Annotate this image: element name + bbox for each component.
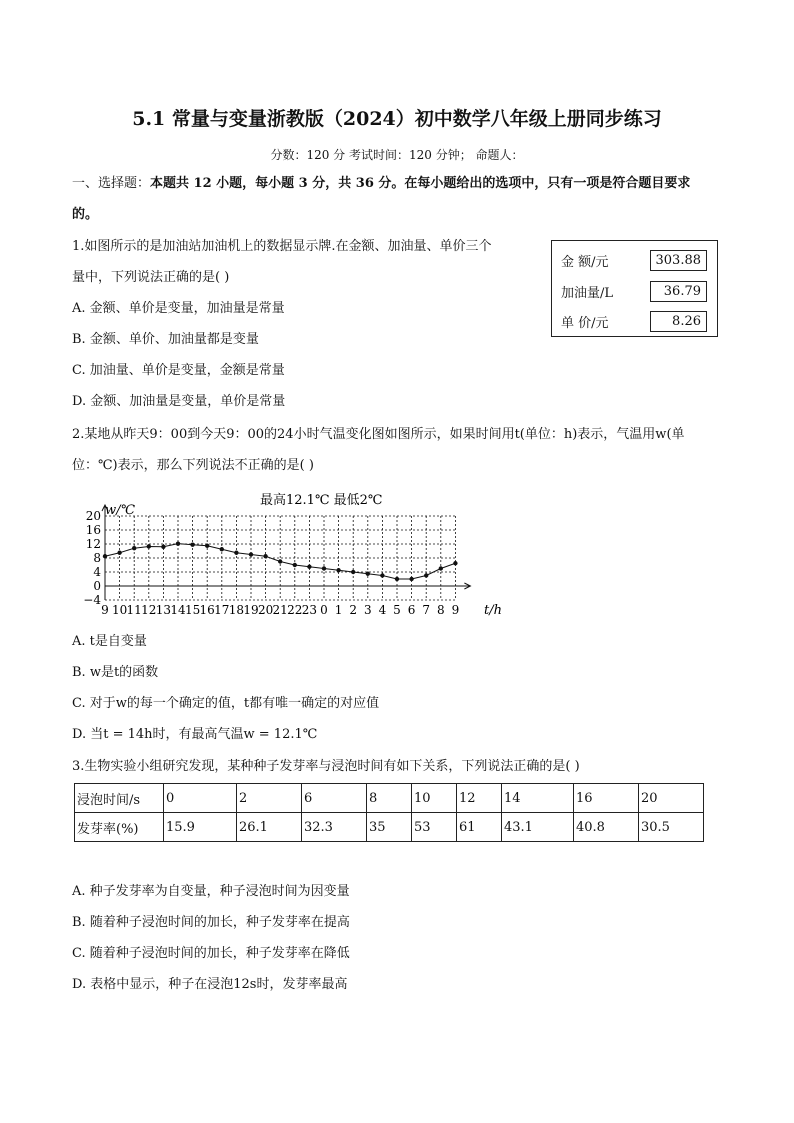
volume-label: 加油量/L [561,286,614,301]
q1-stem-line1: 1.如图所示的是加油站加油机上的数据显示牌.在金额、加油量、单价三个 [72,239,492,254]
amount-label: 金 额/元 [561,255,609,270]
q3-option-a: A. 种子发芽率为自变量，种子浸泡时间为因变量 [72,884,350,899]
data-point [147,544,151,548]
table-cell: 16 [574,784,639,813]
data-point [351,570,355,574]
table-cell: 14 [502,784,574,813]
x-tick-label: 15 [184,603,201,617]
table-cell: 30.5 [639,813,704,842]
x-tick-labels [101,603,459,617]
data-point [322,566,326,570]
q3-option-c: C. 随着种子浸泡时间的加长，种子发芽率在降低 [72,946,350,961]
x-tick-label: 4 [378,603,387,617]
x-tick-label: 11 [126,603,142,617]
amount-value: 303.88 [650,250,707,271]
data-point [293,563,297,567]
data-point [409,577,413,581]
q1-option-a: A. 金额、单价是变量，加油量是常量 [72,301,285,316]
data-point [395,577,399,581]
q2-stem-line2: 位：℃)表示，那么下列说法不正确的是( ) [72,458,314,473]
section-instruction [72,174,690,194]
data-point [366,572,370,576]
exam-meta: 分数：120 分 考试时间：120 分钟； 命题人： [270,148,524,162]
data-point [263,554,267,558]
q1-option-d: D. 金额、加油量是变量，单价是常量 [72,394,286,409]
q1-stem-line2: 量中，下列说法正确的是( ) [72,270,230,285]
y-tick-label: 8 [93,551,101,565]
q3-option-d: D. 表格中显示，种子在浸泡12s时，发芽率最高 [72,977,348,992]
y-axis-label: w/℃ [105,503,136,518]
table-cell: 2 [237,784,302,813]
data-point [103,554,107,558]
section-text: 本题共 12 小题，每小题 3 分，共 36 分。在每小题给出的选项中，只有一项是符合题目要求 [150,176,691,191]
table-cell: 6 [302,784,367,813]
chart-title: 最高12.1℃ 最低2℃ [260,493,383,508]
data-point [380,573,384,577]
table-cell: 35 [367,813,412,842]
temperature-points [103,541,458,581]
x-tick-label: 0 [320,603,328,617]
section-prefix: 一、选择题： [72,176,151,191]
table-cell: 0 [164,784,237,813]
q2-option-a: A. t是自变量 [72,634,147,649]
table-cell: 40.8 [574,813,639,842]
y-tick-labels [83,509,101,607]
table-cell: 32.3 [302,813,367,842]
chart-axes [102,505,470,600]
data-point [453,561,457,565]
x-tick-label: 21 [272,603,288,617]
table-header-germination-rate: 发芽率(%) [75,813,164,842]
x-tick-label: 22 [287,603,303,617]
table-cell: 12 [457,784,502,813]
y-tick-label: 20 [85,509,101,523]
data-point [307,565,311,569]
data-point [205,544,209,548]
data-point [117,551,121,555]
unit-price-label: 单 价/元 [561,316,609,331]
q2-option-b: B. w是t的函数 [72,665,159,680]
x-tick-label: 5 [393,603,401,617]
x-tick-label: 8 [436,603,445,617]
x-tick-label: 18 [228,603,245,617]
x-tick-label: 23 [301,603,318,617]
x-tick-label: 7 [422,603,431,617]
y-tick-label: 16 [85,523,101,537]
y-tick-label: 12 [85,537,101,551]
x-tick-label: 3 [363,603,372,617]
q2-stem-line1: 2.某地从昨天9：00到今天9：00的24小时气温变化图如图所示，如果时间用t(单位：h)表示，气温用w(单 [72,427,685,442]
q2-option-c: C. 对于w的每一个确定的值，t都有唯一确定的对应值 [72,696,380,711]
table-cell: 43.1 [502,813,574,842]
table-cell: 26.1 [237,813,302,842]
x-tick-label: 9 [101,603,109,617]
x-tick-label: 19 [243,603,259,617]
data-point [249,552,253,556]
table-cell: 10 [412,784,457,813]
table-cell: 15.9 [164,813,237,842]
x-tick-label: 10 [111,603,128,617]
unit-price-value: 8.26 [650,311,707,332]
q2-option-d: D. 当t = 14h时，有最高气温w = 12.1℃ [72,727,318,742]
x-tick-label: 2 [349,603,358,617]
x-tick-label: 1 [334,603,343,617]
x-tick-label: 20 [257,603,274,617]
page-title: 5.1 常量与变量浙教版（2024）初中数学八年级上册同步练习 [132,108,662,130]
table-cell: 20 [639,784,704,813]
seed-data-table [74,783,704,842]
y-tick-label: 0 [93,579,101,593]
data-point [132,546,136,550]
x-tick-label: 16 [199,603,215,617]
data-point [234,551,238,555]
temperature-chart [70,488,510,618]
q1-option-b: B. 金额、单价、加油量都是变量 [72,332,259,347]
data-point [176,541,180,545]
data-point [439,566,443,570]
q3-stem: 3.生物实验小组研究发现，某种种子发芽率与浸泡时间有如下关系，下列说法正确的是( ) [72,759,580,774]
section-text-end: 的。 [72,207,99,222]
table-row [75,784,704,813]
volume-value: 36.79 [650,281,707,302]
y-tick-label: −4 [83,593,101,607]
table-cell: 61 [457,813,502,842]
table-cell: 8 [367,784,412,813]
data-point [336,568,340,572]
table-header-soak-time: 浸泡时间/s [75,784,164,813]
data-point [190,543,194,547]
q1-option-c: C. 加油量、单价是变量，金额是常量 [72,363,285,378]
data-point [424,573,428,577]
x-tick-label: 12 [141,603,157,617]
y-tick-label: 4 [93,565,101,579]
data-point [161,545,165,549]
data-point [220,547,224,551]
table-row [75,813,704,842]
x-tick-label: 6 [407,603,416,617]
chart-grid [105,516,455,600]
x-tick-label: 14 [170,603,186,617]
x-tick-label: 17 [214,603,230,617]
x-tick-label: 9 [451,603,460,617]
data-point [278,559,282,563]
table-cell: 53 [412,813,457,842]
x-axis-label: t/h [484,603,502,618]
q3-option-b: B. 随着种子浸泡时间的加长，种子发芽率在提高 [72,915,350,930]
fuel-pump-display [551,240,718,337]
x-tick-label: 13 [155,603,172,617]
